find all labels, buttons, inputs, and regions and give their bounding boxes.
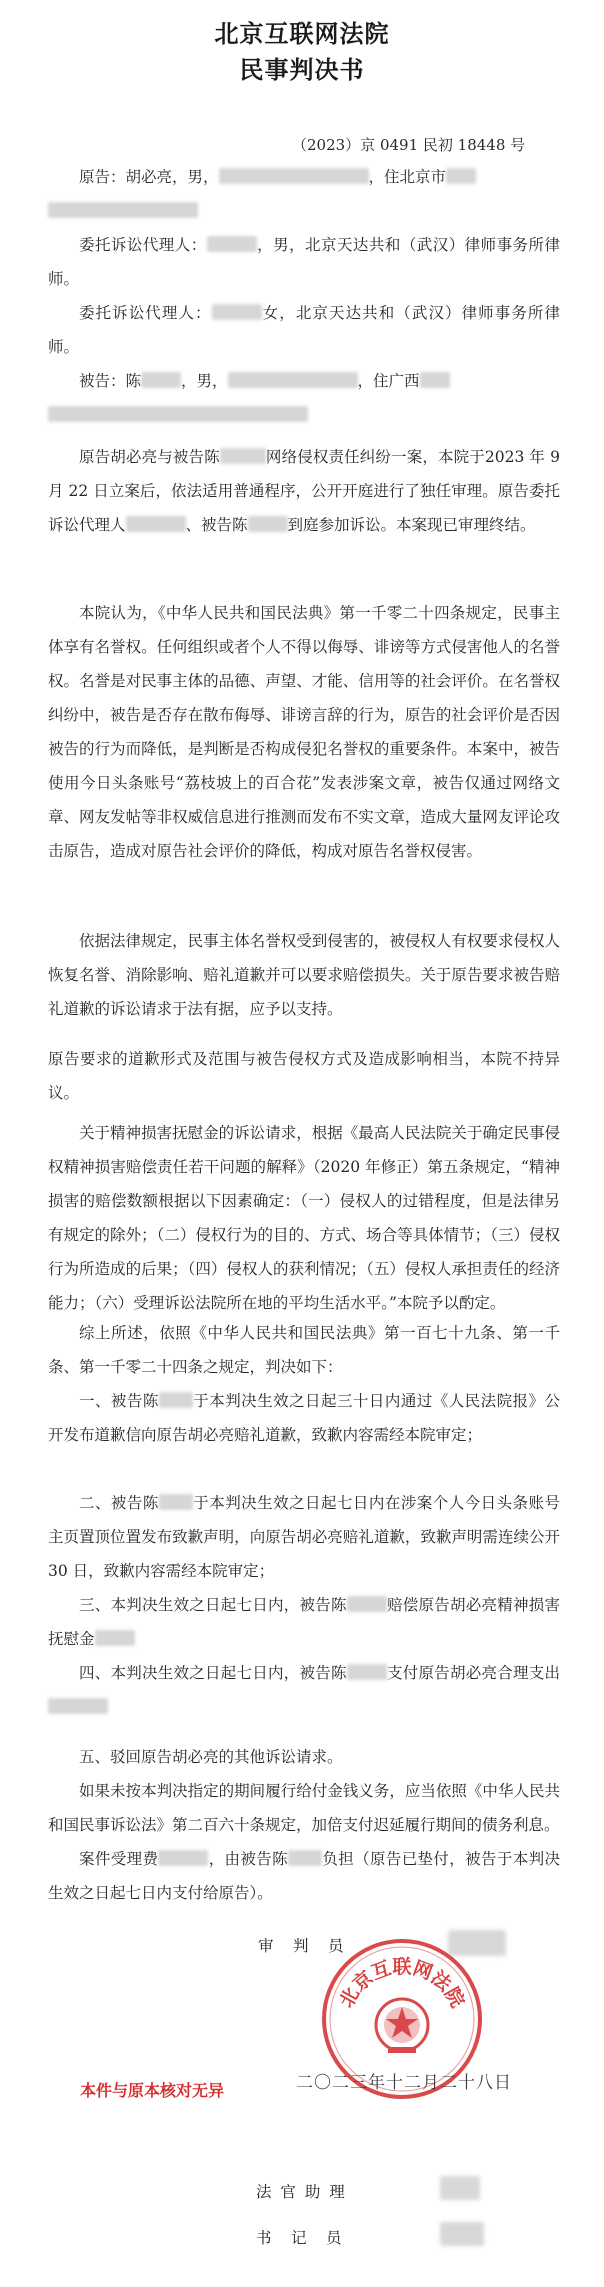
redacted-amount	[48, 1698, 108, 1714]
verification-note: 本件与原本核对无异	[80, 2081, 225, 2100]
reasoning-paragraph-3: 原告要求的道歉形式及范围与被告侵权方式及造成影响相当，本院不持异议。	[48, 1050, 560, 1102]
redacted-name	[288, 1850, 322, 1866]
judgment-item-3: 三、本判决生效之日起七日内，被告陈 赔偿原告胡必亮精神损害抚慰金	[48, 1596, 560, 1648]
judge-label: 审 判 员	[258, 1937, 346, 1955]
redacted-id	[219, 168, 369, 184]
defendant-label: 被告：陈	[79, 372, 142, 390]
redacted-clerk-name	[440, 2222, 484, 2246]
plaintiff-text: 原告：胡必亮，男，	[79, 168, 219, 186]
agent2-detail: 女，北京天达共和（武汉）律师事务所律师。	[48, 304, 560, 356]
plaintiff-line	[48, 160, 560, 228]
reasoning-paragraph-2: 依据法律规定，民事主体名誉权受到侵害的，被侵权人有权要求侵权人恢复名誉、消除影响、赔礼道歉并可以要求赔偿损失。关于原告要求被告赔礼道歉的诉讼请求于法有据，应予以支持。	[48, 932, 560, 1018]
judgment-intro: 综上所述，依照《中华人民共和国民法典》第一百七十九条、第一千条、第一千零二十四条之规定，判决如下：	[48, 1324, 560, 1376]
court-name: 北京互联网法院	[214, 19, 390, 48]
redacted-name	[248, 516, 288, 532]
redacted-address	[446, 168, 476, 184]
redacted-address	[48, 202, 198, 218]
defendant-line	[48, 364, 560, 432]
agent-line-1	[48, 228, 560, 296]
judgment-item-5: 五、驳回原告胡必亮的其他诉讼请求。	[79, 1748, 343, 1766]
redacted-assistant-name	[440, 2176, 480, 2200]
redacted-name	[220, 448, 266, 464]
redacted-name	[347, 1596, 387, 1612]
defendant-gender: ，男，	[181, 372, 228, 390]
case-number: （2023）京 0491 民初 18448 号	[292, 136, 526, 154]
agent1-label: 委托诉讼代理人：	[79, 236, 207, 254]
redacted-name	[207, 236, 257, 252]
redacted-amount	[95, 1630, 135, 1646]
seal-arc-text: 北京互联网法院	[335, 1956, 469, 2012]
court-fee-note: 案件受理费 ，由被告陈 负担（原告已垫付，被告于本判决生效之日起七日内支付给原告）。	[48, 1850, 560, 1902]
judgment-item-1: 一、被告陈 于本判决生效之日起三十日内通过《人民法院报》公开发布道歉信向原告胡必亮赔礼道歉，致歉内容需经本院审定；	[48, 1392, 560, 1444]
document-type-title: 民事判决书	[239, 55, 365, 84]
redacted-name	[141, 372, 181, 388]
judgment-item-2: 二、被告陈 于本判决生效之日起七日内在涉案个人今日头条账号主页置顶位置发布致歉声明，向原告胡必亮赔礼道歉，致歉声明需连续公开 30 日，致歉内容需经本院审定；	[48, 1494, 560, 1580]
reasoning-paragraph-4: 关于精神损害抚慰金的诉讼请求，根据《最高人民法院关于确定民事侵权精神损害赔偿责任若干问题的解释》（2020 年修正）第五条规定，“精神损害的赔偿数额根据以下因素确定：（一）侵权人的过错程度，但是法律另有规定的除外；（二）侵权行为的目的、方式、场合等具体情节；（三）侵权行为所造成的后果；（四）侵权人的获利情况；（五）侵权人承担责任的经济能力；（六）受理诉讼法院所在地的平均生活水平。”本院予以酌定。	[48, 1124, 560, 1312]
national-emblem-icon	[376, 1999, 428, 2053]
proceedings-paragraph: 原告胡必亮与被告陈 网络侵权责任纠纷一案，本院于2023 年 9 月 22 日立案后，依法适用普通程序，公开开庭进行了独任审理。原告委托诉讼代理人 、被告陈 到庭参加诉讼。本案现已审理终结。	[48, 448, 560, 534]
redacted-address	[48, 406, 308, 422]
judgment-date: 二〇二三年十二月二十八日	[296, 2073, 512, 2093]
agent1-detail: ，男，北京天达共和（武汉）律师事务所律师。	[48, 236, 560, 288]
redacted-name	[159, 1392, 193, 1408]
agent-line-2	[48, 296, 560, 364]
plaintiff-address: ，住北京市	[368, 168, 447, 186]
redacted-amount	[158, 1850, 208, 1866]
redacted-name	[126, 516, 186, 532]
clerk-label: 书 记 员	[256, 2229, 344, 2247]
judge-assistant-label: 法 官 助 理	[256, 2183, 347, 2201]
redacted-name	[212, 304, 262, 320]
agent2-label: 委托诉讼代理人：	[79, 304, 212, 322]
redacted-name	[159, 1494, 193, 1510]
judgment-item-4: 四、本判决生效之日起七日内，被告陈 支付原告胡必亮合理支出	[48, 1656, 560, 1724]
redacted-name	[347, 1664, 387, 1680]
reasoning-paragraph-1: 本院认为，《中华人民共和国民法典》第一千零二十四条规定，民事主体享有名誉权。任何组织或者个人不得以侮辱、诽谤等方式侵害他人的名誉权。名誉是对民事主体的品德、声望、才能、信用等的社会评价。在名誉权纠纷中，被告是否存在散布侮辱、诽谤言辞的行为，原告的社会评价是否因被告的行为而降低，是判断是否构成侵犯名誉权的重要条件。本案中，被告使用今日头条账号“荔枝坡上的百合花”发表涉案文章，被告仅通过网络文章、网友发帖等非权威信息进行推测而发布不实文章，造成大量网友评论攻击原告，造成对原告社会评价的降低，构成对原告名誉权侵害。	[48, 604, 560, 860]
redacted-id	[228, 372, 358, 388]
defendant-address: ，住广西	[357, 372, 420, 390]
redacted-address	[420, 372, 450, 388]
delay-interest-note: 如果未按本判决指定的期间履行给付金钱义务，应当依照《中华人民共和国民事诉讼法》第二百六十条规定，加倍支付迟延履行期间的债务利息。	[48, 1782, 560, 1834]
